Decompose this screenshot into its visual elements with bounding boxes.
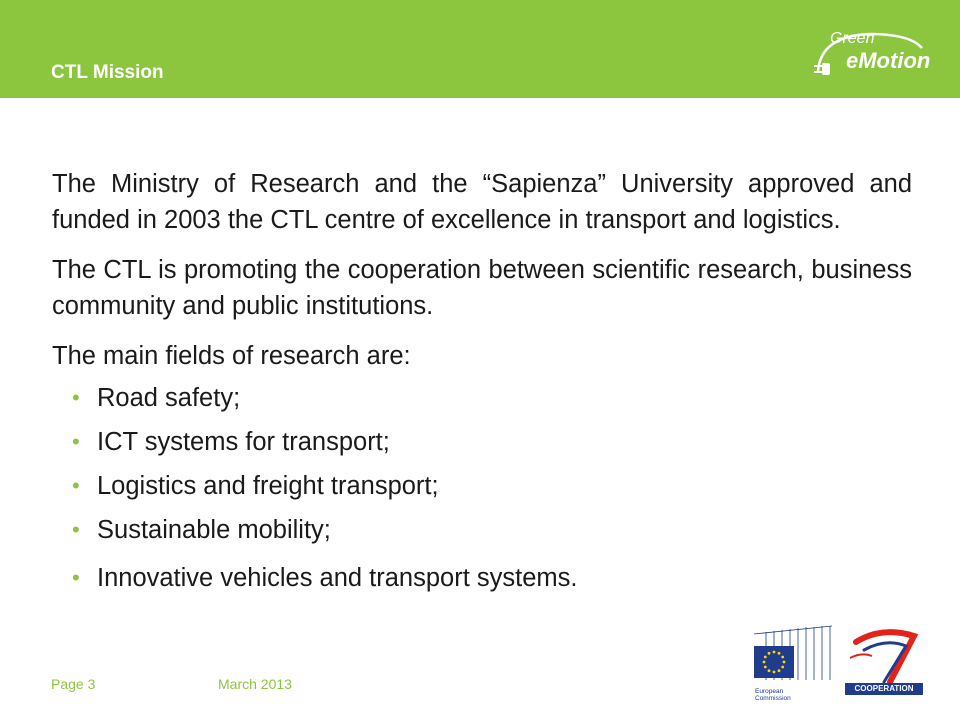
paragraph-ministry: The Ministry of Research and the “Sapienza” University approved and funded in 2003 the CTL centre of excellence in transport and logistics. (52, 170, 912, 234)
bullet-icon: • (72, 517, 80, 542)
bullet-icon: • (72, 473, 80, 498)
logo-text-green: Green (830, 30, 875, 47)
footer-date: March 2013 (218, 676, 292, 692)
green-emotion-logo (810, 28, 930, 88)
european-commission-logo-icon (748, 624, 838, 716)
list-item-text: ICT systems for transport; (97, 428, 390, 456)
slide-title: CTL Mission (51, 62, 164, 83)
fp7-cooperation-label: COOPERATION (845, 683, 923, 695)
list-item-text: Innovative vehicles and transport systems. (97, 564, 578, 592)
list-item-text: Road safety; (97, 384, 241, 412)
paragraph-cooperation: The CTL is promoting the cooperation between scientific research, business community and public institutions. (52, 256, 912, 320)
eu-logo-line2: Commission (755, 695, 791, 702)
list-item (52, 424, 912, 460)
list-item (52, 560, 912, 596)
fp7-logo-icon (842, 624, 926, 692)
research-fields-intro: The main fields of research are: (52, 342, 411, 370)
list-item-text: Logistics and freight transport; (97, 472, 439, 500)
list-item (52, 512, 912, 548)
research-fields-list (52, 380, 912, 596)
slide-header (0, 0, 960, 98)
page-number: Page 3 (51, 676, 96, 692)
list-item (52, 380, 912, 416)
eu-logo-line1: European (755, 688, 784, 695)
slide-body (52, 166, 912, 604)
eu-logo-text (755, 688, 791, 702)
bullet-icon: • (72, 385, 80, 410)
list-item-text: Sustainable mobility; (97, 516, 331, 544)
bullet-icon: • (72, 429, 80, 454)
list-item (52, 468, 912, 504)
bullet-icon: • (72, 565, 80, 590)
logo-text-emotion: eMotion (846, 48, 931, 73)
